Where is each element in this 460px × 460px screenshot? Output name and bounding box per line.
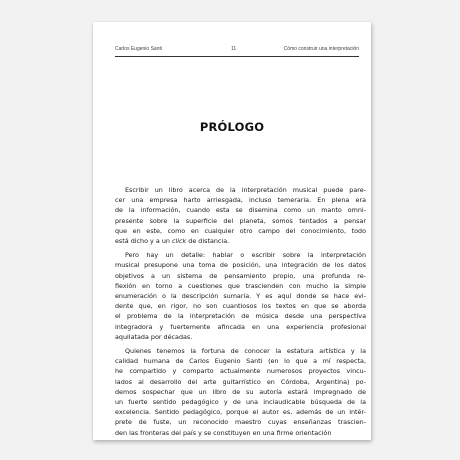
text-line: den las fronteras del país y se constituyen en una firme orientación	[115, 428, 332, 437]
text-line: objetivos a un sistema de pensamiento propio, una profunda re-	[115, 271, 366, 280]
header-rule	[115, 56, 359, 57]
book-page	[93, 22, 371, 440]
text-line: Quienes tenemos la fortuna de conocer la estatura artística y la	[125, 347, 366, 356]
text-line: he compartido y comparto actualmente numerosos proyectos vincu-	[115, 367, 366, 376]
text-line: integradora y fuertemente afincada en una experiencia profesional	[115, 322, 366, 331]
running-head	[115, 46, 359, 56]
text-line: un fuerte sentido pedagógico y de una inclaudicable búsqueda de la	[115, 398, 366, 407]
text-line: prete de fuste, un reconocido maestro cuyas enseñanzas trascien-	[115, 418, 366, 427]
text-line: presente sobre la superficie del planeta, somos tentados a pensar	[115, 216, 366, 225]
header-page-number: 11	[231, 46, 237, 52]
text-line: cer una empresa harto arriesgada, incluso temeraria. En plena era	[115, 196, 366, 205]
text-line: enumeración o la descripción sumaria. Y es aquí donde se hace evi-	[115, 292, 366, 301]
header-author: Carlos Eugenio Santi	[115, 46, 162, 52]
text-line: de la información, cuando esta se disemina como un manto omni-	[115, 206, 366, 215]
body-text	[115, 185, 366, 438]
text-line: calidad humana de Carlos Eugenio Santi (en lo que a mí respecta,	[115, 357, 366, 366]
text-line: musical presupone una toma de posición, una integración de los datos	[115, 261, 366, 270]
text-line: Pero hay un detalle: hablar o escribir sobre la interpretación	[125, 251, 366, 260]
text-line: el problema de la interpretación de música desde una perspectiva	[115, 312, 366, 321]
text-line: aquilatada por décadas.	[115, 332, 193, 341]
text-line: excelencia. Sentido pedagógico, porque el autor es, además de un intér-	[115, 408, 366, 417]
text-line: que en este, como en cualquier otro campo del conocimiento, todo	[115, 226, 366, 235]
header-book-title: Cómo construir una interpretación	[283, 46, 359, 52]
text-line: flexión en torno a cuestiones que trascienden con mucho la simple	[115, 281, 366, 290]
text-line: demos sospechar que un libro de su autoría estará impregnado de	[115, 387, 366, 396]
text-line: Escribir un libro acerca de la interpretación musical puede pare-	[125, 186, 366, 194]
text-line: está dicho y a un click de distancia.	[115, 237, 230, 246]
chapter-title: PRÓLOGO	[199, 120, 265, 134]
text-line: lados al desarrollo del arte guitarrístico en Córdoba, Argentina) po-	[115, 377, 366, 386]
text-line: dente que, en rigor, no son cuantiosos los textos en que se aborda	[115, 302, 366, 311]
paragraph	[115, 185, 366, 246]
paragraph	[115, 346, 366, 438]
paragraph	[115, 250, 366, 342]
